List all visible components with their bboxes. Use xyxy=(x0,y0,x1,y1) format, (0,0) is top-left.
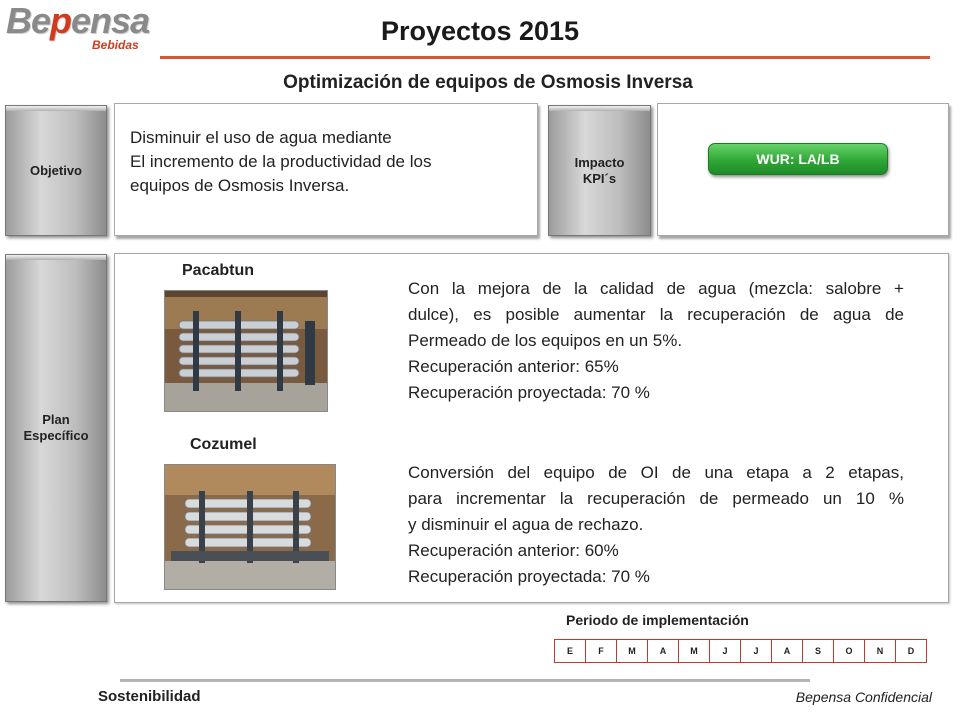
footer-confidential-label: Bepensa Confidencial xyxy=(795,689,932,705)
cozumel-line: y disminuir el agua de rechazo. xyxy=(408,515,644,534)
month-cell: A xyxy=(648,640,679,662)
logo-subtitle: Bebidas xyxy=(92,38,139,52)
pacabtun-line: Permeado de los equipos en un 5%. xyxy=(408,331,683,350)
pacabtun-line: Con la mejora de la calidad de agua (mezcla: salobre + xyxy=(408,279,904,298)
impact-tab-line1: Impacto xyxy=(574,154,625,170)
objective-text xyxy=(130,126,520,198)
footer-divider xyxy=(120,679,810,682)
page-title: Proyectos 2015 xyxy=(380,16,580,46)
plan-tab-label xyxy=(23,412,88,444)
cozumel-line: Recuperación anterior: 60% xyxy=(408,541,619,560)
month-cell: N xyxy=(865,640,896,662)
impact-tab-line2: KPI´s xyxy=(582,170,617,186)
footer-section-label: Sostenibilidad xyxy=(98,688,201,705)
impact-tab-label xyxy=(575,155,625,187)
cozumel-photo xyxy=(164,464,336,590)
page-subtitle: Optimización de equipos de Osmosis Inversa xyxy=(283,72,693,93)
month-cell: D xyxy=(907,646,915,656)
water-treatment-plant-photo-icon xyxy=(165,465,335,589)
title-divider xyxy=(160,56,930,59)
logo-wordmark: Bepensa xyxy=(6,0,150,41)
month-cell: A xyxy=(772,640,803,662)
site-name-pacabtun: Pacabtun xyxy=(182,262,255,279)
objective-line: Disminuir el uso de agua mediante xyxy=(130,128,392,147)
plan-tab-line2: Específico xyxy=(23,428,89,443)
kpi-badge: WUR: LA/LB xyxy=(708,143,888,175)
site-name-cozumel: Cozumel xyxy=(190,436,257,453)
pacabtun-description xyxy=(408,276,904,406)
month-cell: F xyxy=(586,640,617,662)
cozumel-line: Recuperación proyectada: 70 % xyxy=(408,567,650,586)
pacabtun-line: Recuperación proyectada: 70 % xyxy=(408,383,650,402)
plan-tab xyxy=(5,254,107,602)
month-cell: O xyxy=(834,640,865,662)
implementation-months xyxy=(554,639,927,663)
implementation-period-label: Periodo de implementación xyxy=(566,612,749,628)
objective-tab-label: Objetivo xyxy=(29,163,82,178)
pacabtun-line: dulce), es posible aumentar la recuperación de agua de xyxy=(408,305,904,324)
month-cell: J xyxy=(710,640,741,662)
impact-tab xyxy=(548,105,651,236)
month-cell: M xyxy=(679,640,710,662)
month-cell: M xyxy=(617,640,648,662)
pacabtun-photo xyxy=(164,290,328,412)
month-cell: J xyxy=(741,640,772,662)
plan-tab-line1: Plan xyxy=(42,412,70,427)
cozumel-description xyxy=(408,460,904,590)
water-treatment-plant-photo-icon xyxy=(165,291,327,411)
cozumel-line: para incrementar la recuperación de permeado un 10 % xyxy=(408,489,904,508)
objective-line: equipos de Osmosis Inversa. xyxy=(130,176,350,195)
objective-tab xyxy=(5,105,107,236)
objective-line: El incremento de la productividad de los xyxy=(130,152,432,171)
cozumel-line: Conversión del equipo de OI de una etapa a 2 etapas, xyxy=(408,463,904,482)
month-cell: E xyxy=(555,640,586,662)
pacabtun-line: Recuperación anterior: 65% xyxy=(408,357,619,376)
month-cell: S xyxy=(803,640,834,662)
